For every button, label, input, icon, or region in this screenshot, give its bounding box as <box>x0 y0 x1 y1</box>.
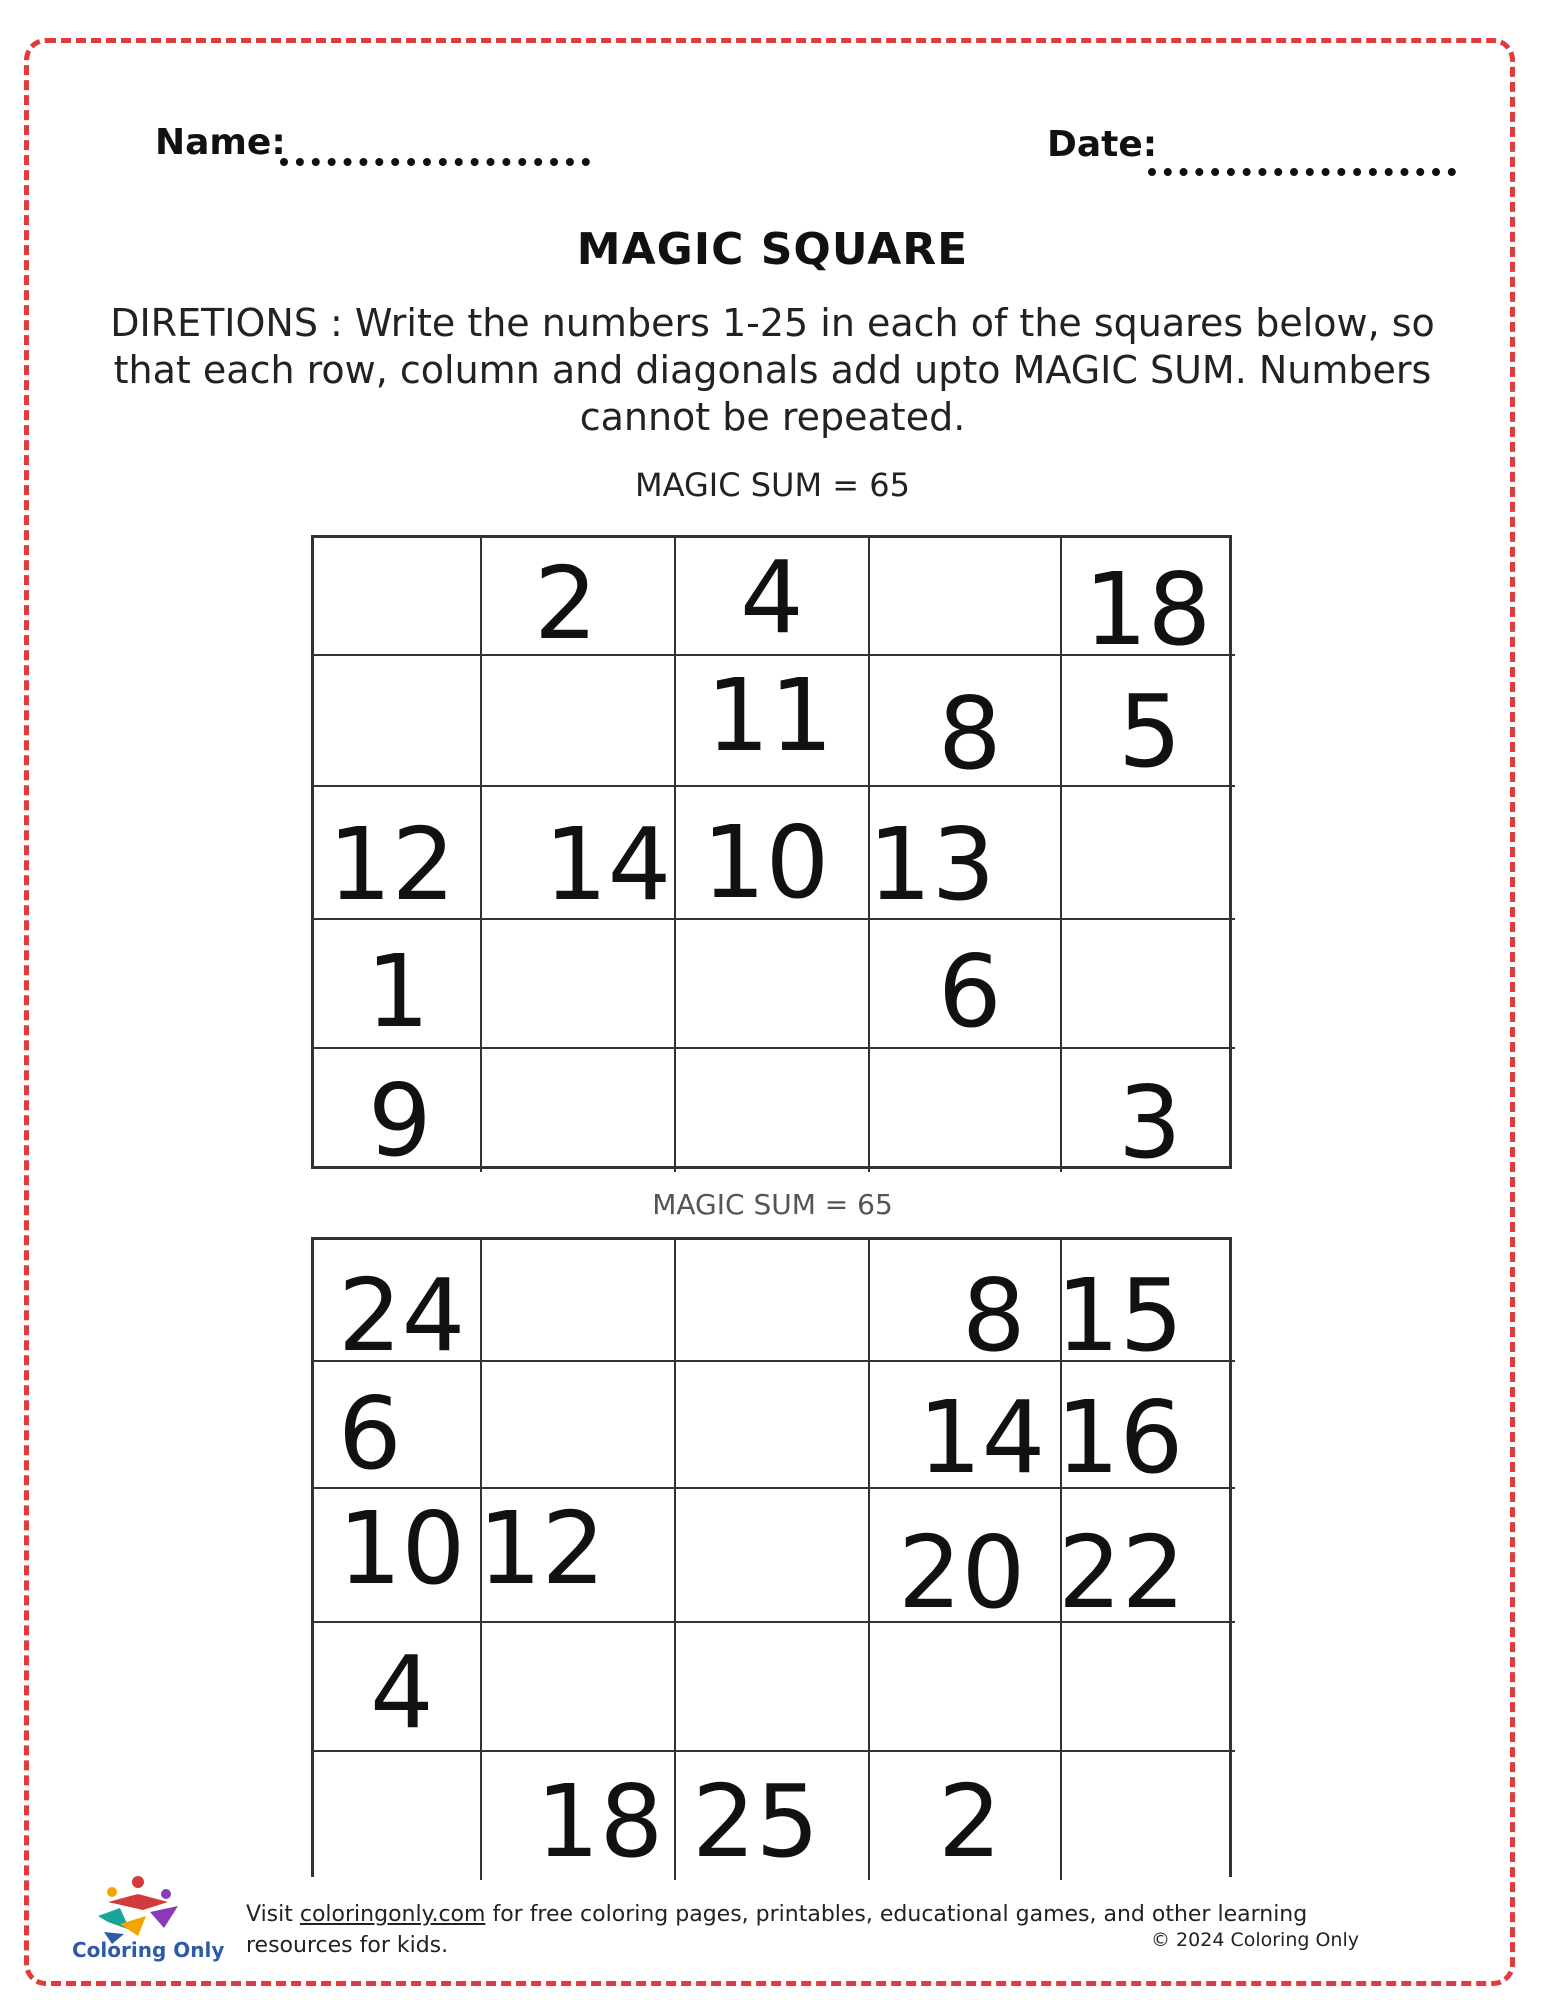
grid-cell[interactable] <box>1062 787 1235 920</box>
cell-number: 5 <box>1118 673 1182 790</box>
grid-cell[interactable] <box>868 787 1062 923</box>
grid-cell[interactable] <box>870 1752 1062 1880</box>
cell-number: 12 <box>478 1490 606 1607</box>
grid-cell[interactable] <box>482 538 676 662</box>
cell-number: 2 <box>938 1763 1002 1880</box>
grid-cell[interactable] <box>870 1240 1062 1374</box>
grid-cell[interactable] <box>1062 656 1235 790</box>
cell-number: 16 <box>1056 1379 1184 1496</box>
grid-cell[interactable] <box>1062 1623 1235 1752</box>
cell-number: 3 <box>1118 1064 1182 1181</box>
cell-number: 6 <box>938 933 1002 1050</box>
grid-cell[interactable] <box>314 538 482 656</box>
grid-cell[interactable] <box>1062 920 1235 1049</box>
date-line[interactable] <box>1148 168 1456 176</box>
cell-number: 9 <box>368 1062 432 1179</box>
grid-cell[interactable] <box>870 1489 1062 1631</box>
grid-cell[interactable] <box>314 787 482 923</box>
grid-cell[interactable] <box>1062 538 1235 668</box>
grid-cell[interactable] <box>870 920 1062 1049</box>
grid-cell[interactable] <box>1062 1752 1235 1880</box>
cell-number: 14 <box>918 1379 1046 1496</box>
cell-number: 18 <box>536 1763 664 1880</box>
cell-number: 6 <box>338 1375 402 1492</box>
magic-square-grid-1 <box>311 535 1232 1181</box>
grid-cell[interactable] <box>314 920 482 1049</box>
cell-number: 4 <box>370 1634 434 1751</box>
cell-number: 13 <box>868 806 996 923</box>
directions-text: DIRETIONS : Write the numbers 1-25 in each of the squares below, so that each row, column and diagonals add upto MAGIC SUM. Numbers cannot be repeated. <box>110 301 1435 439</box>
name-line[interactable] <box>280 158 590 166</box>
grid-cell[interactable] <box>676 656 870 787</box>
cell-number: 2 <box>534 545 598 662</box>
cell-number: 10 <box>338 1490 466 1607</box>
cell-number: 8 <box>962 1257 1026 1374</box>
grid-cell[interactable] <box>1058 1489 1235 1631</box>
grid-cell[interactable] <box>482 1752 676 1880</box>
grid-cell[interactable] <box>482 656 676 787</box>
cell-number: 20 <box>898 1514 1026 1631</box>
grid-cell[interactable] <box>314 1489 482 1623</box>
magic-sum-label-2: MAGIC SUM = 65 <box>652 1188 893 1221</box>
grid-cell[interactable] <box>482 787 676 923</box>
grid-cell[interactable] <box>676 1362 870 1489</box>
grid-cell[interactable] <box>314 1752 482 1880</box>
logo-text: Coloring Only <box>72 1938 225 1962</box>
grid-cell[interactable] <box>314 1049 482 1179</box>
grid-cell[interactable] <box>870 1362 1062 1496</box>
grid-cell[interactable] <box>1056 1240 1235 1374</box>
cell-number: 14 <box>544 806 672 923</box>
name-label: Name: <box>155 122 286 163</box>
grid-cell[interactable] <box>870 538 1062 656</box>
grid-cell[interactable] <box>870 1623 1062 1752</box>
grid-cell[interactable] <box>314 1362 482 1492</box>
grid-cell[interactable] <box>1056 1362 1235 1496</box>
cell-number: 24 <box>338 1257 466 1374</box>
magic-sum-label-1: MAGIC SUM = 65 <box>635 466 910 504</box>
footer-visit-suffix: for free coloring pages, printables, educational games, and other learning resources for kids. <box>246 1902 1308 1958</box>
grid-cell[interactable] <box>676 1623 870 1752</box>
grid-cell[interactable] <box>676 787 870 920</box>
cell-number: 10 <box>702 804 830 921</box>
grid-cell[interactable] <box>676 920 870 1049</box>
grid-cell[interactable] <box>676 1049 870 1172</box>
cell-number: 1 <box>366 933 430 1050</box>
grid-cell[interactable] <box>482 1623 676 1752</box>
grid-cell[interactable] <box>870 656 1062 792</box>
grid-cell[interactable] <box>482 1049 676 1172</box>
footer-visit-prefix: Visit <box>246 1902 300 1927</box>
grid-cell[interactable] <box>314 1623 482 1752</box>
cell-number: 22 <box>1058 1514 1186 1631</box>
website-link[interactable]: coloringonly.com <box>299 1902 486 1927</box>
cell-number: 25 <box>692 1763 820 1880</box>
cell-number: 12 <box>328 806 456 923</box>
cell-number: 4 <box>740 539 804 656</box>
grid-cell[interactable] <box>1062 1049 1235 1181</box>
grid-cell[interactable] <box>870 1049 1062 1172</box>
grid-cell[interactable] <box>314 656 482 787</box>
grid-cell[interactable] <box>482 920 676 1049</box>
cell-number: 8 <box>938 675 1002 792</box>
copyright-text: © 2024 Coloring Only <box>1151 1929 1359 1951</box>
grid-cell[interactable] <box>676 1489 870 1623</box>
cell-number: 18 <box>1084 551 1212 668</box>
magic-square-grid-2 <box>311 1237 1232 1880</box>
grid-cell[interactable] <box>676 1752 870 1880</box>
page-title: MAGIC SQUARE <box>576 224 969 275</box>
grid-cell[interactable] <box>676 1240 870 1362</box>
cell-number: 11 <box>706 657 834 774</box>
grid-cell[interactable] <box>482 1362 676 1489</box>
cell-number: 15 <box>1056 1257 1184 1374</box>
date-label: Date: <box>1047 124 1158 165</box>
grid-cell[interactable] <box>314 1240 482 1374</box>
grid-cell[interactable] <box>478 1489 676 1623</box>
grid-cell[interactable] <box>482 1240 676 1362</box>
grid-cell[interactable] <box>676 538 870 656</box>
